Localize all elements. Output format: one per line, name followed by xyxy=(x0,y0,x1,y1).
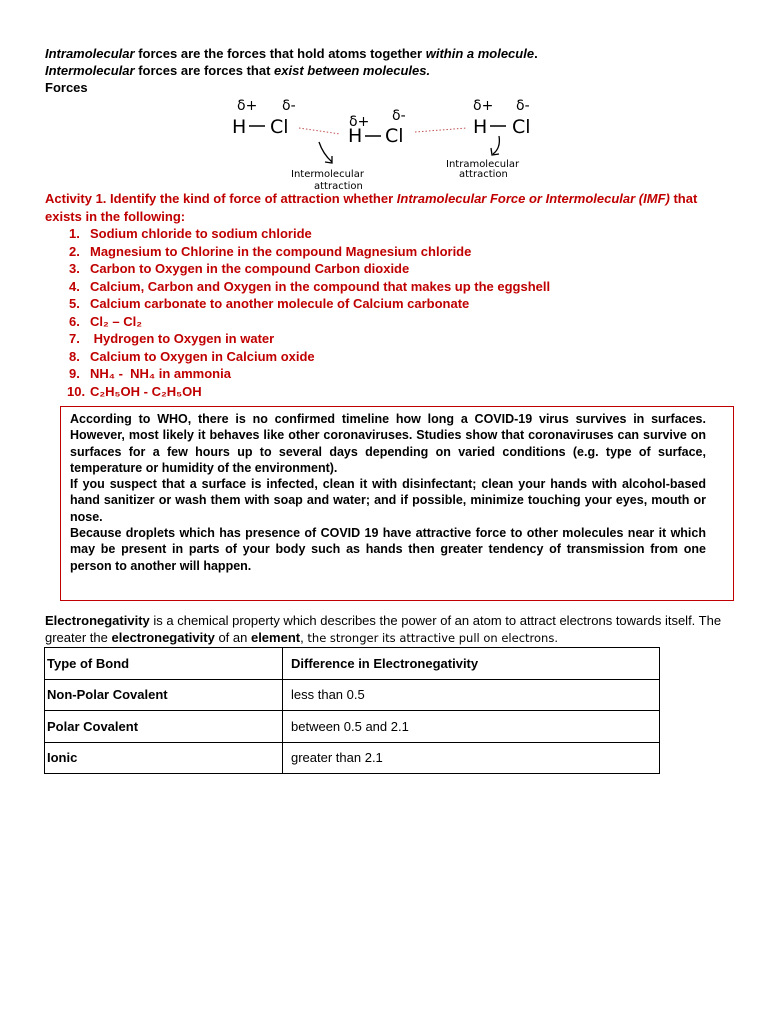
list-item: 4. Calcium, Carbon and Oxygen in the compound that makes up the eggshell xyxy=(69,278,551,294)
list-item: 3. Carbon to Oxygen in the compound Carbon dioxide xyxy=(69,261,410,276)
atom-cl-1: Cl xyxy=(270,116,289,138)
intermolecular-definition: Intermolecular forces are forces that exist between molecules. xyxy=(45,63,431,78)
delta-plus-1: δ+ xyxy=(237,98,258,114)
list-item: 10. C₂H₅OH - C₂H₅OH xyxy=(67,383,202,399)
header-difference: Difference in Electronegativity xyxy=(283,648,660,680)
table-row: Polar Covalent between 0.5 and 2.1 xyxy=(45,711,660,743)
list-item: 5. Calcium carbonate to another molecule of Calcium carbonate xyxy=(69,296,470,311)
bond-type-table xyxy=(44,647,660,774)
delta-minus-1: δ- xyxy=(282,98,296,114)
label-intra-attraction: attraction xyxy=(459,169,508,180)
list-item: 2. Magnesium to Chlorine in the compound Magnesium chloride xyxy=(69,243,472,259)
list-item: 9. NH₄ - NH₄ in ammonia xyxy=(69,366,231,381)
hcl-forces-diagram xyxy=(215,96,555,192)
atom-cl-2: Cl xyxy=(385,125,404,147)
forces-heading: Forces xyxy=(45,80,88,95)
label-intramolecular: Intramolecular xyxy=(446,159,520,170)
label-inter-attraction: attraction xyxy=(314,181,363,192)
electronegativity-definition: Electronegativity is a chemical property which describes the power of an atom to attract electrons towards itself. The greater the electronegativity of an element, the stronger its attractive pull on electrons. xyxy=(45,613,722,645)
delta-plus-2: δ+ xyxy=(349,114,370,130)
table-header-row xyxy=(45,648,660,680)
inter-arrow xyxy=(319,142,332,162)
delta-minus-2: δ- xyxy=(392,108,406,124)
atom-h-3: H xyxy=(473,116,488,138)
covid-paragraph-1: According to WHO, there is no confirmed timeline how long a COVID-19 virus survives in surfaces. However, most likely it behaves like other coronaviruses. Studies show that coronaviruses can survive on surfaces for a few hours up to several days depending on varied conditions (e.g. type of surface, temperature or humidity of the environment). xyxy=(70,412,706,475)
covid-info-text xyxy=(70,411,706,574)
covid-paragraph-2: If you suspect that a surface is infected, clean it with disinfectant; clean your hands with alcohol-based hand sanitizer or wash them with soap and water; and if possible, minimize touching your eyes, mouth or nose. xyxy=(70,477,706,524)
atom-h-1: H xyxy=(232,116,247,138)
list-item: 1. Sodium chloride to sodium chloride xyxy=(69,226,312,241)
intermolecular-dots-2 xyxy=(415,128,467,132)
intro-definitions xyxy=(45,45,735,96)
delta-plus-3: δ+ xyxy=(473,98,494,114)
table-row: Non-Polar Covalent less than 0.5 xyxy=(45,679,660,711)
delta-minus-3: δ- xyxy=(516,98,530,114)
intermolecular-dots-1 xyxy=(299,128,340,134)
covid-paragraph-3: Because droplets which has presence of COVID 19 have attractive force to other molecules near it which may be present in parts of your body such as hands then greater tendency of transmission from one person to another will happen. xyxy=(70,526,706,573)
list-item: 8. Calcium to Oxygen in Calcium oxide xyxy=(69,348,315,364)
activity-title: Activity 1. Identify the kind of force of attraction whether Intramolecular Force or Intermolecular (IMF) that exists in the following: xyxy=(45,191,698,224)
list-item: 6. Cl₂ – Cl₂ xyxy=(69,313,143,329)
atom-h-2: H xyxy=(348,125,363,147)
activity-list xyxy=(45,225,735,400)
label-intermolecular: Intermolecular xyxy=(291,169,364,180)
intramolecular-definition: Intramolecular forces are the forces that hold atoms together within a molecule. xyxy=(45,46,538,61)
table-row: Ionic greater than 2.1 xyxy=(45,742,660,774)
atom-cl-3: Cl xyxy=(512,116,531,138)
header-type-of-bond: Type of Bond xyxy=(45,648,283,680)
activity-1 xyxy=(45,190,735,400)
intra-arrow xyxy=(493,136,499,154)
list-item: 7. Hydrogen to Oxygen in water xyxy=(69,331,275,346)
